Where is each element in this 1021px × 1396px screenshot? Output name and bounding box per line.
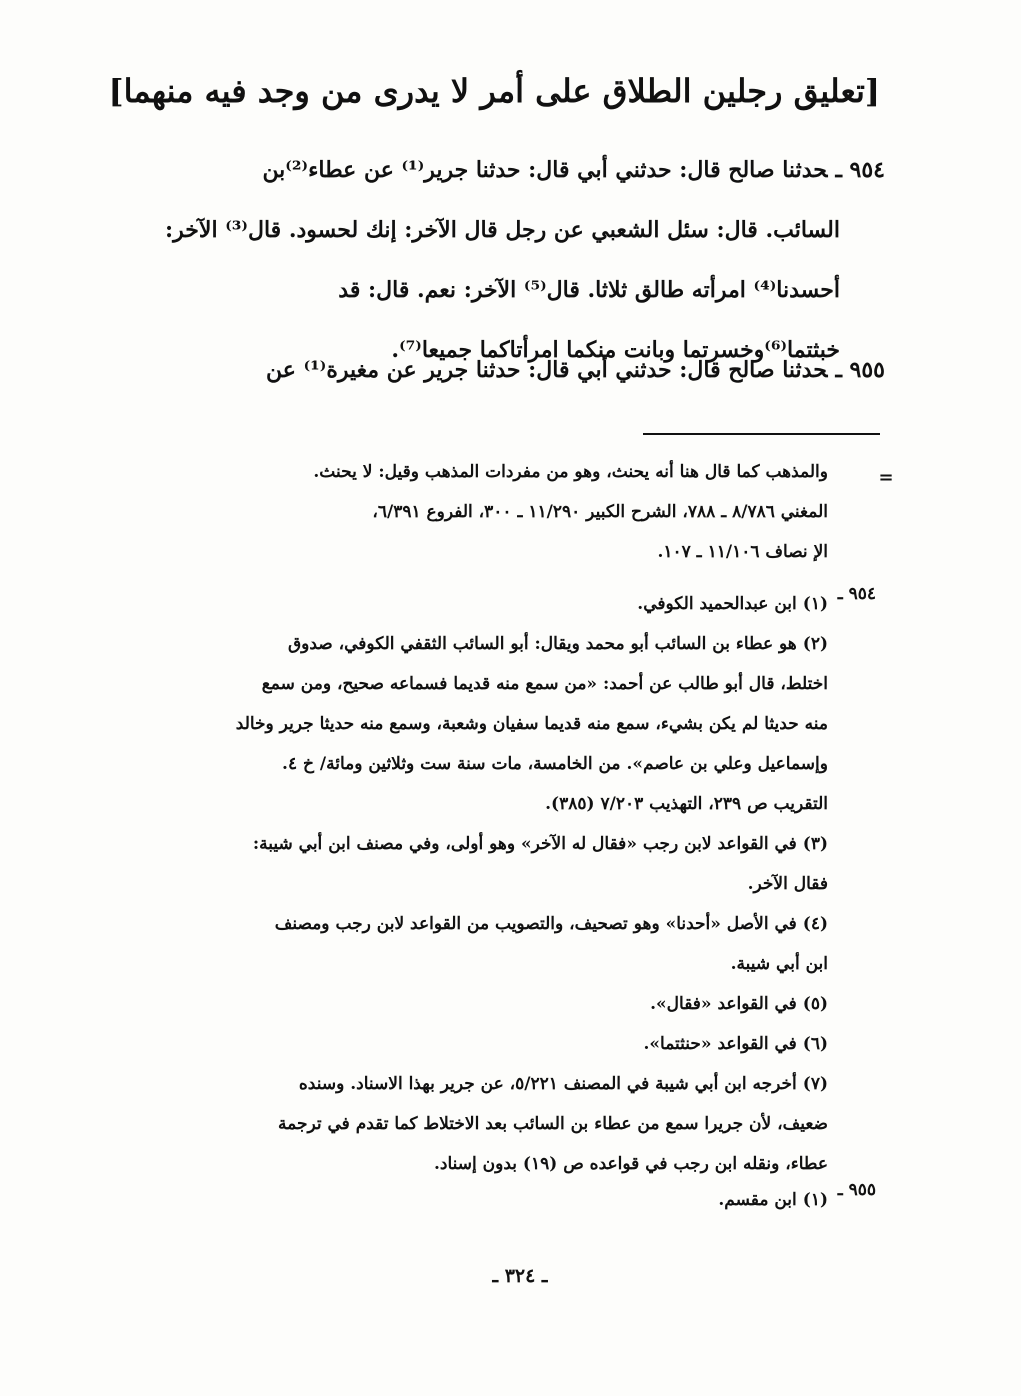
- footnote-line: التقريب ص ٢٣٩، التهذيب ٧/٢٠٣ (٣٨٥).: [545, 794, 828, 814]
- footnotes-954: [168, 584, 828, 1184]
- footnote-line: عطاء، ونقله ابن رجب في قواعده ص (١٩) بدون إسناد.: [433, 1154, 828, 1174]
- footnote-5: [168, 984, 828, 1024]
- footnote-line: والمذهب كما قال هنا أنه يحنث، وهو من مفردات المذهب وقيل: لا يحنث.: [313, 462, 828, 482]
- footnote-label: (٤): [802, 914, 828, 934]
- footnote-line: [168, 624, 828, 664]
- footnote-separator: [643, 433, 880, 435]
- footnote-line: اختلط، قال أبو طالب عن أحمد: «من سمع منه قديما فسماعه صحيح، ومن سمع: [261, 674, 828, 694]
- footnote-label: (٣): [802, 834, 828, 854]
- footnote-group-label-955: ٩٥٥ ـ: [837, 1180, 876, 1200]
- continued-footnote: [168, 452, 828, 572]
- footnote-1: [168, 1180, 828, 1220]
- footnote-line: فقال الآخر.: [747, 874, 828, 894]
- hadith-text: حدثنا صالح قال: حدثني أبي قال: حدثنا جرير⁽¹⁾ عن عطاء⁽²⁾بن: [262, 157, 828, 183]
- footnote-label: (٥): [802, 994, 828, 1014]
- hadith-line: السائب. قال: سئل الشعبي عن رجل قال الآخر: إنك لحسود. قال⁽³⁾ الآخر:: [165, 217, 840, 243]
- footnote-line: ضعيف، لأن جريرا سمع من عطاء بن السائب بعد الاختلاط كما تقدم في ترجمة: [278, 1114, 828, 1134]
- footnote-text: أخرجه ابن أبي شيبة في المصنف ٥/٢٢١، عن جرير بهذا الاسناد. وسنده: [298, 1074, 797, 1094]
- footnote-label: (١): [802, 594, 828, 614]
- footnote-line: وإسماعيل وعلي بن عاصم». من الخامسة، مات سنة ست وثلاثين ومائة/ خ ٤.: [282, 754, 828, 774]
- hadith-number: ٩٥٥ ـ: [835, 357, 885, 383]
- footnote-text: ابن عبدالحميد الكوفي.: [637, 594, 797, 614]
- footnote-3: [168, 824, 828, 904]
- hadith-number: ٩٥٤ ـ: [835, 157, 885, 183]
- footnote-4: [168, 904, 828, 984]
- footnote-6: [168, 1024, 828, 1064]
- hadith-line: [165, 140, 885, 200]
- footnote-line: [168, 824, 828, 864]
- footnote-text: في القواعد لابن رجب «فقال له الآخر» وهو أولى، وفي مصنف ابن أبي شيبة:: [252, 834, 797, 854]
- footnote-text: في القواعد «حنثتما».: [643, 1034, 797, 1054]
- footnote-line: [168, 904, 828, 944]
- footnotes-955: [168, 1180, 828, 1220]
- hadith-text: حدثنا صالح قال: حدثني أبي قال: حدثنا جرير عن مغيرة⁽¹⁾ عن: [266, 357, 828, 383]
- footnote-label: (٦): [802, 1034, 828, 1054]
- footnote-text: هو عطاء بن السائب أبو محمد ويقال: أبو السائب الثقفي الكوفي، صدوق: [287, 634, 797, 654]
- hadith-line: خبثتما⁽⁶⁾وخسرتما وبانت منكما امرأتاكما جميعا⁽⁷⁾.: [391, 337, 840, 363]
- footnote-group-label-954: ٩٥٤ ـ: [837, 584, 876, 604]
- hadith-955: [165, 340, 885, 400]
- footnote-label: (٧): [802, 1074, 828, 1094]
- footnote-line: المغني ٨/٧٨٦ ـ ٧٨٨، الشرح الكبير ١١/٢٩٠ ـ ٣٠٠، الفروع ٦/٣٩١،: [372, 502, 828, 522]
- continuation-mark: =: [878, 467, 894, 488]
- hadith-line: أحسدنا⁽⁴⁾ امرأته طالق ثلاثا. قال⁽⁵⁾ الآخر: نعم. قال: قد: [338, 277, 840, 303]
- hadith-line: [165, 340, 885, 400]
- footnote-text: في القواعد «فقال».: [650, 994, 797, 1014]
- section-heading: [تعليق رجلين الطلاق على أمر لا يدرى من وجد فيه منهما]: [108, 72, 880, 110]
- footnote-line: [168, 1064, 828, 1104]
- footnote-line: ابن أبي شيبة.: [730, 954, 828, 974]
- footnote-line: الإ نصاف ١١/١٠٦ ـ ١٠٧.: [657, 542, 828, 562]
- page-number: ـ ٣٢٤ ـ: [492, 1265, 548, 1287]
- footnote-line: منه حديثا لم يكن بشيء، سمع منه قديما سفيان وشعبة، وسمع منه حديثا جرير وخالد: [235, 714, 828, 734]
- footnote-2: [168, 624, 828, 824]
- footnote-text: في الأصل «أحدنا» وهو تصحيف، والتصويب من القواعد لابن رجب ومصنف: [274, 914, 797, 934]
- footnote-label: (٢): [802, 634, 828, 654]
- footnote-text: ابن مقسم.: [718, 1190, 797, 1210]
- footnote-1: [168, 584, 828, 624]
- footnote-7: [168, 1064, 828, 1184]
- footnote-label: (١): [802, 1190, 828, 1210]
